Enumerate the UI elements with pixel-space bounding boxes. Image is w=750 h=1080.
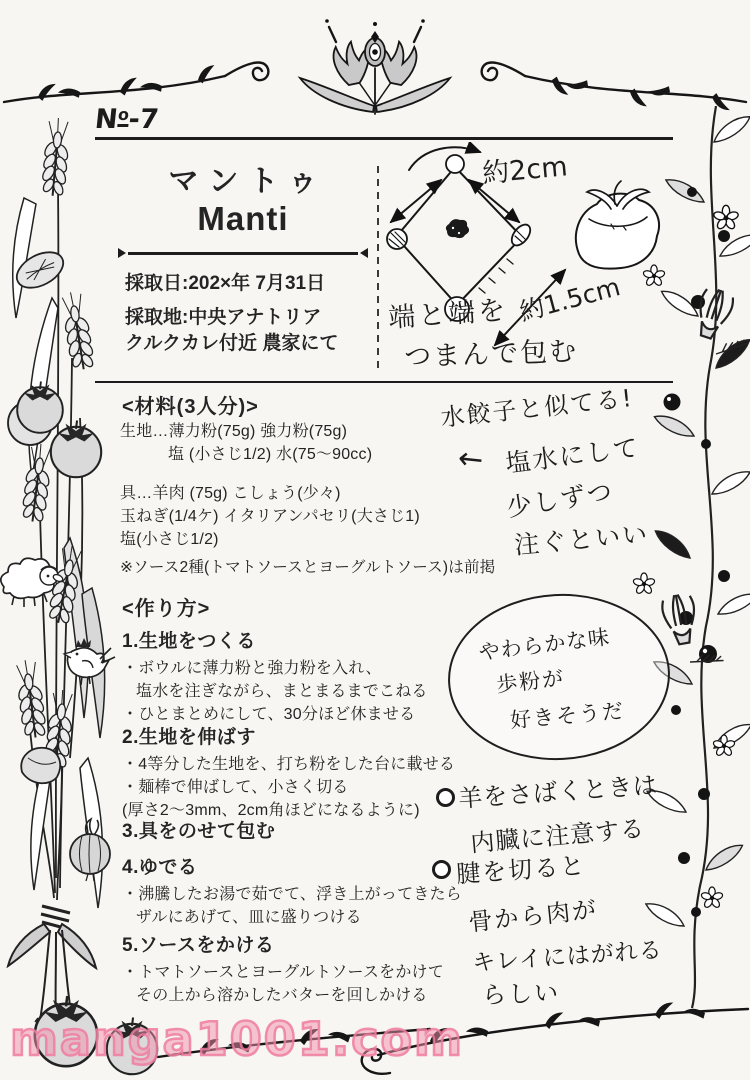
title-underline-left-arrow-icon <box>118 248 126 258</box>
step-5-line1: ・トマトソースとヨーグルトソースをかけて <box>122 964 444 981</box>
page-number <box>93 104 160 135</box>
title-underline <box>118 248 368 258</box>
materials-dough-line1: 生地…薄力粉(75g) 強力粉(75g) <box>120 423 348 440</box>
step-1 <box>122 626 428 726</box>
note-lamb1-line1: 羊をさばくときは <box>457 771 659 813</box>
step-1-title: 1.生地をつくる <box>122 631 256 652</box>
note-lamb1-line2: 内臓に注意する <box>469 814 647 858</box>
materials-filling-line1: 具…羊肉 (75g) こしょう(少々) <box>120 485 341 502</box>
onion-drawing <box>70 819 110 881</box>
recipe-title-en: Manti <box>197 200 289 237</box>
title-underline-right-arrow-icon <box>360 248 368 258</box>
step-1-line2: 塩水を注ぎながら、まとまるまでこねる <box>136 683 428 700</box>
collection-place-line2: クルクカレ付近 農家にて <box>125 333 339 354</box>
materials-heading: <材料(3人分)> <box>122 396 259 418</box>
diagram-caption-line2: つまんで包む <box>403 335 579 374</box>
page-number-n: N <box>93 104 120 135</box>
diagram-size-side-label: 約1.5cm <box>516 272 624 327</box>
step-3-title: 3.具をのせて包む <box>122 821 276 842</box>
note-lamb2-line1: 腱を切ると <box>455 851 587 889</box>
header-dashed-divider <box>377 166 379 368</box>
materials-filling <box>120 482 420 551</box>
page-number-rest: -7 <box>126 104 161 135</box>
collection-date: 採取日:202×年 7月31日 <box>125 273 326 294</box>
step-1-line1: ・ボウルに薄力粉と強力粉を入れ、 <box>122 660 382 677</box>
note-bubble-line3: 好きそうだ <box>509 698 626 733</box>
recipe-title-ja: マントゥ <box>168 165 328 198</box>
step-1-line3: ・ひとまとめにして、30分ほど休ませる <box>122 706 416 723</box>
materials-filling-line3: 塩(小さじ1/2) <box>120 531 219 548</box>
ring-bullet-icon-2 <box>432 860 451 879</box>
note-lamb2-line3: キレイにはがれる <box>471 937 664 977</box>
step-2-line3: (厚さ2〜3mm、2cm角ほどになるように) <box>122 802 420 819</box>
step-2-title: 2.生地を伸ばす <box>122 727 256 748</box>
title-underline-line <box>128 252 358 255</box>
note-lamb2-line4: らしい <box>481 978 561 1010</box>
diagram-size-top-label: 約2cm <box>481 151 569 190</box>
note-lamb2-line2: 骨から肉が <box>467 895 600 937</box>
step-5-line2: その上から溶かしたバターを回しかける <box>136 987 428 1004</box>
note-bubble-line1: やわらかな味 <box>477 624 612 665</box>
collection-place-line1: 採取地:中央アナトリア <box>125 307 322 328</box>
materials-filling-line2: 玉ねぎ(1/4ケ) イタリアンパセリ(大さじ1) <box>120 508 420 525</box>
chicken-drawing <box>64 638 115 685</box>
step-3 <box>122 816 275 847</box>
step-2-line1: ・4等分した生地を、打ち粉をした台に載せる <box>122 756 456 773</box>
materials-dough-line2: 塩 (小さじ1/2) 水(75〜90cc) <box>168 446 373 463</box>
note-saltwater-line3: 注ぐといい <box>513 519 651 560</box>
materials-dough <box>120 420 372 466</box>
diagram-caption-line1: 端と端を <box>387 294 510 335</box>
note-similar-to-suigyoza: 水餃子と似てる! <box>439 383 635 433</box>
step-4 <box>122 852 462 929</box>
step-4-line1: ・沸騰したお湯で茹でて、浮き上がってきたら <box>122 886 462 903</box>
site-watermark: manga1001.com <box>10 1012 464 1066</box>
top-vine-ornament <box>0 12 750 117</box>
step-2 <box>122 722 455 822</box>
step-5-title: 5.ソースをかける <box>122 935 275 956</box>
page-number-o: o <box>117 105 130 127</box>
ring-bullet-icon-1 <box>436 788 455 807</box>
step-4-line2: ザルにあげて、皿に盛りつける <box>136 909 362 926</box>
step-2-line2: ・麺棒で伸ばして、小さく切る <box>122 779 349 796</box>
left-botanical-illustration <box>0 118 118 1023</box>
howto-heading: <作り方> <box>122 598 211 620</box>
note-saltwater-line1: 塩水にして <box>503 432 642 479</box>
header-top-rule <box>95 137 673 140</box>
note-bubble-line2: 歩粉が <box>495 665 567 698</box>
step-4-title: 4.ゆでる <box>122 857 198 878</box>
note-saltwater-arrow-icon: ← <box>456 440 485 479</box>
note-saltwater-line2: 少しずつ <box>504 476 616 523</box>
sauce-note: ※ソース2種(トマトソースとヨーグルトソース)は前掲 <box>120 559 496 576</box>
